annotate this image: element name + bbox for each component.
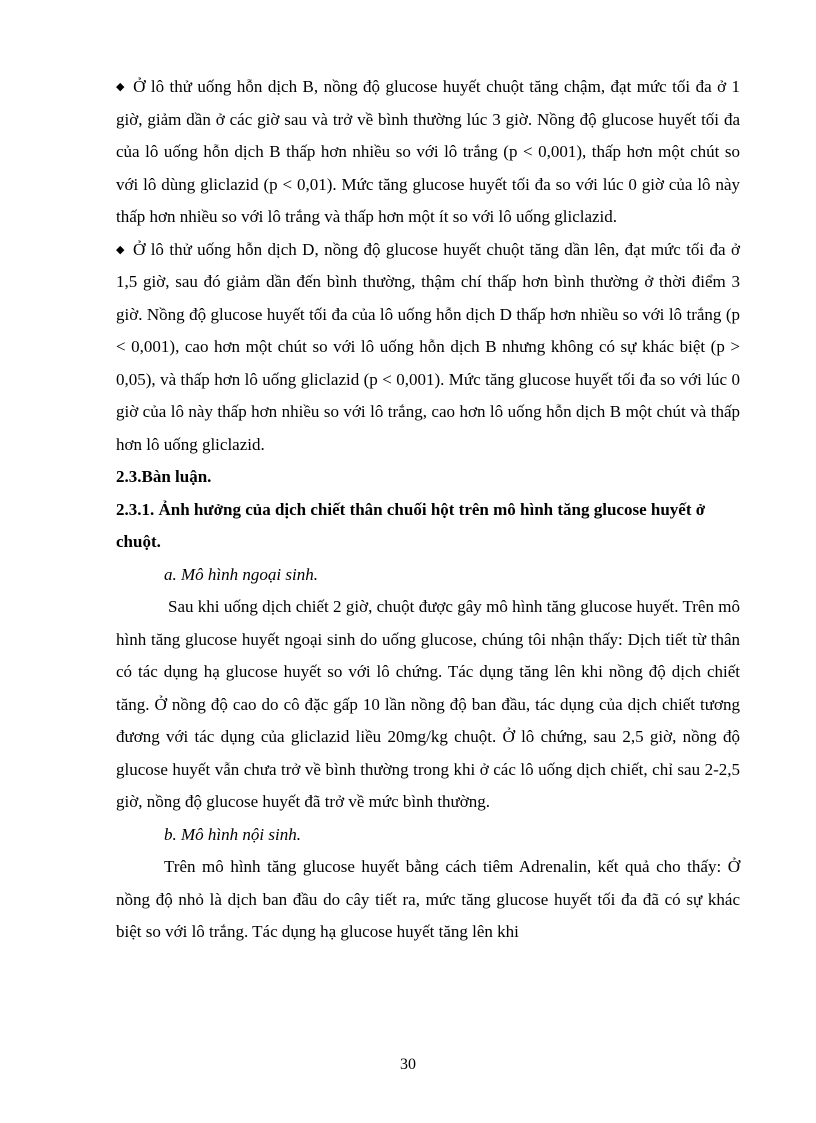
body-paragraph-exogenous: Sau khi uống dịch chiết 2 giờ, chuột được gây mô hình tăng glucose huyết. Trên mô hình tăng glucose huyết ngoại sinh do uống glucose, chúng tôi nhận thấy: Dịch tiết từ thân có tác dụng hạ glucose huyết so với lô chứng. Tác dụng tăng lên khi nồng độ dịch chiết tăng. Ở nồng độ cao do cô đặc gấp 10 lần nồng độ ban đầu, tác dụng của dịch chiết tương đương với tác dụng của gliclazid liều 20mg/kg chuột. Ở lô chứng, sau 2,5 giờ, nồng độ glucose huyết vẫn chưa trở về bình thường trong khi ở các lô uống dịch chiết, chỉ sau 2-2,5 giờ, nồng độ glucose huyết đã trở về mức bình thường. bbox=[116, 597, 740, 811]
paragraph-text: Ở lô thử uống hỗn dịch B, nồng độ glucose huyết chuột tăng chậm, đạt mức tối đa ở 1 giờ, giảm dần ở các giờ sau và trở về bình thường lúc 3 giờ. Nồng độ glucose huyết tối đa của lô uống hỗn dịch B thấp hơn nhiều so với lô trắng (p < 0,001), thấp hơn một chút so với lô dùng gliclazid (p < 0,01). Mức tăng glucose huyết tối đa so với lúc 0 giờ của lô này thấp hơn nhiều so với lô trắng và thấp hơn một ít so với lô uống gliclazid. bbox=[116, 77, 741, 226]
paragraph-text: Ở lô thử uống hỗn dịch D, nồng độ glucose huyết chuột tăng dần lên, đạt mức tối đa ở 1,5 giờ, sau đó giảm dần đến bình thường, thậm chí thấp hơn bình thường ở thời điểm 3 giờ. Nồng độ glucose huyết tối đa của lô uống hỗn dịch D thấp hơn nhiều so với lô trắng (p < 0,001), cao hơn một chút so với lô uống hỗn dịch B nhưng không có sự khác biệt (p > 0,05), và thấp hơn lô uống gliclazid (p < 0,001). Mức tăng glucose huyết tối đa so với lúc 0 giờ của lô này thấp hơn nhiều so với lô trắng, cao hơn lô uống hỗn dịch B một chút và thấp hơn lô uống gliclazid. bbox=[116, 239, 740, 454]
body-paragraph-endogenous: Trên mô hình tăng glucose huyết bằng cách tiêm Adrenalin, kết quả cho thấy: Ở nồng độ nhỏ là dịch ban đầu do cây tiết ra, mức tăng glucose huyết tối đa đã có sự khác biệt so với lô trắng. Tác dụng hạ glucose huyết tăng lên khi bbox=[116, 857, 740, 941]
subheading-exogenous-model: a. Mô hình ngoại sinh. bbox=[164, 564, 318, 584]
diamond-bullet-icon: ◆ bbox=[116, 243, 126, 256]
diamond-bullet-icon: ◆ bbox=[116, 81, 126, 93]
bullet-paragraph-b bbox=[116, 71, 740, 234]
section-heading-discussion: 2.3.Bàn luận. bbox=[116, 467, 212, 486]
page-number: 30 bbox=[400, 1056, 416, 1073]
subheading-endogenous-model: b. Mô hình nội sinh. bbox=[164, 824, 301, 844]
subsection-heading: 2.3.1. Ảnh hưởng của dịch chiết thân chuối hột trên mô hình tăng glucose huyết ở chuột. bbox=[116, 499, 706, 551]
bullet-paragraph-d bbox=[116, 234, 740, 462]
page-content bbox=[116, 71, 740, 949]
